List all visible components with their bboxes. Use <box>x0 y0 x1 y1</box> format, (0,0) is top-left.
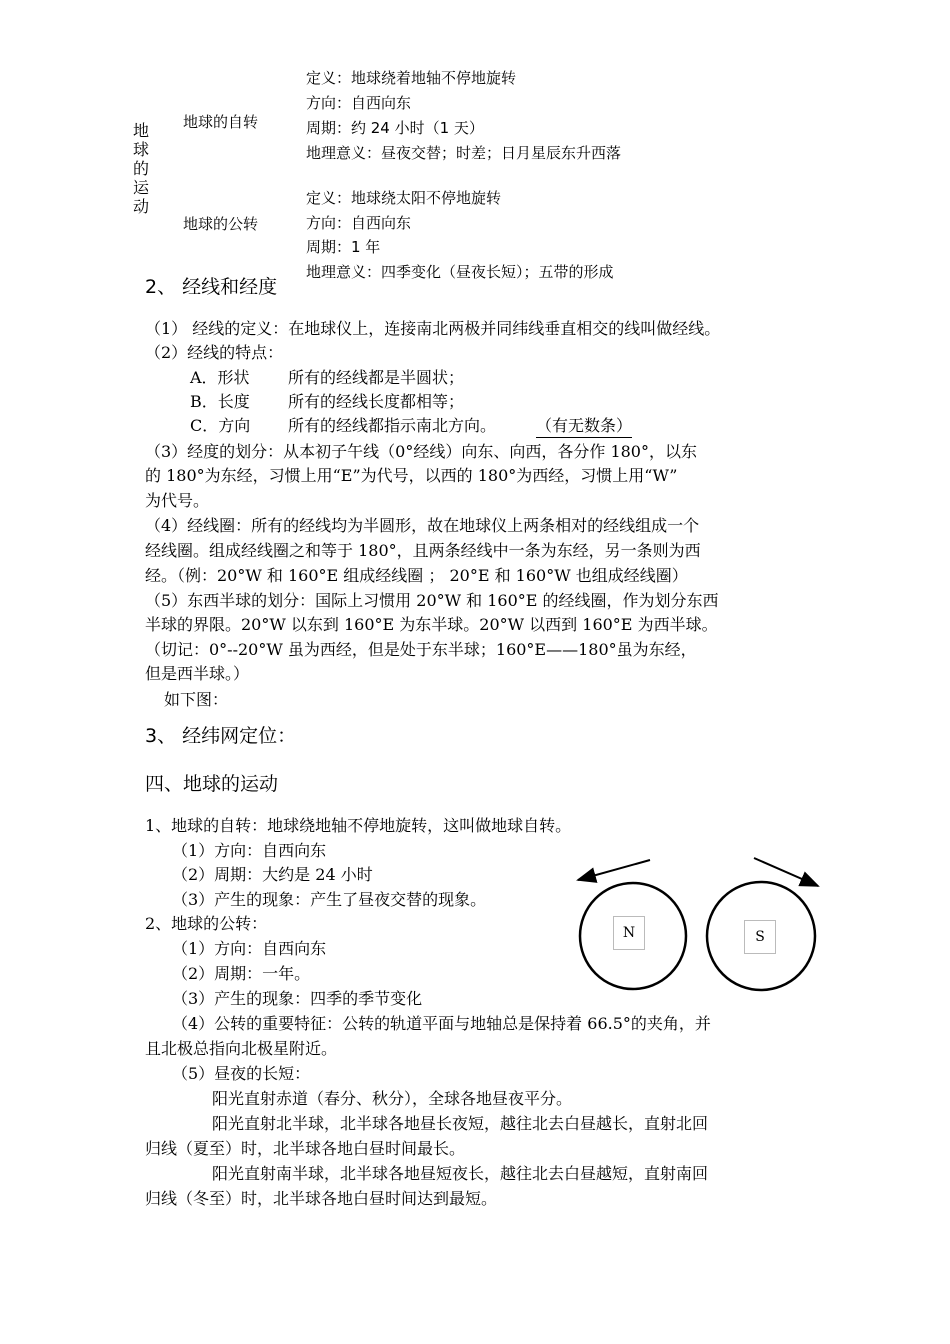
s4-line-2: （1）方向：自西向东 <box>172 841 327 860</box>
section2-p6: 如下图： <box>164 690 229 709</box>
section2-p4-line-2: 经线圈。组成经线圈之和等于 180°，且两条经线中一条为东经，另一条则为西 <box>145 541 701 560</box>
s4-line-7: （2）周期：一年。 <box>172 964 311 983</box>
rotation-line-1: 定义：地球绕着地轴不停地旋转 <box>306 69 517 87</box>
rotation-line-2: 方向：自西向东 <box>306 94 412 112</box>
section2-p5-line-1: （5）东西半球的划分：国际上习惯用 20°W 和 160°E 的经线圈，作为划分东西 <box>145 591 719 610</box>
section4-title: 四、地球的运动 <box>145 773 279 795</box>
feature-length-value: 所有的经线长度都相等； <box>288 392 465 411</box>
rotation-diagram-svg <box>560 850 850 1030</box>
s4-line-5: 2、地球的公转： <box>145 914 268 933</box>
rotation-line-3: 周期：约 24 小时（1 天） <box>306 119 484 137</box>
s4-line-11: （5）昼夜的长短： <box>172 1064 311 1083</box>
section2-p3-line-3: 为代号。 <box>145 491 210 510</box>
side-title: 地球的运动 <box>132 121 149 216</box>
s4-line-3: （2）周期：大约是 24 小时 <box>172 865 373 884</box>
section2-p4-line-3: 经。（例：20°W 和 160°E 组成经线圈 ； 20°E 和 160°W 也组成经线圈） <box>145 566 688 585</box>
s4-line-1: 1、地球的自转：地球绕地轴不停地旋转，这叫做地球自转。 <box>145 816 572 835</box>
s4-line-14: 归线（夏至）时，北半球各地白昼时间最长。 <box>145 1139 466 1158</box>
feature-length-key: B．长度 <box>190 392 250 411</box>
revolution-line-4: 地理意义：四季变化（昼夜长短）；五带的形成 <box>306 263 614 281</box>
section2-p5-line-2: 半球的界限。20°W 以东到 160°E 为东半球。20°W 以西到 160°E 为西半球。 <box>145 615 718 634</box>
feature-direction-key: C．方向 <box>190 416 251 435</box>
s4-line-16: 归线（冬至）时，北半球各地白昼时间达到最短。 <box>145 1189 498 1208</box>
s4-line-9: （4）公转的重要特征：公转的轨道平面与地轴总是保持着 66.5°的夹角，并 <box>172 1014 711 1033</box>
feature-direction-value: 所有的经线都指示南北方向。 <box>288 416 497 435</box>
rotation-line-4: 地理意义：昼夜交替；时差；日月星辰东升西落 <box>306 144 622 162</box>
section2-title: 2、 经线和经度 <box>145 276 278 298</box>
north-label: N <box>613 916 645 950</box>
south-label: S <box>744 920 776 954</box>
s4-line-6: （1）方向：自西向东 <box>172 939 327 958</box>
revolution-line-3: 周期：1 年 <box>306 238 381 256</box>
rotation-diagram <box>560 850 850 1030</box>
revolution-line-2: 方向：自西向东 <box>306 214 412 232</box>
s4-line-12: 阳光直射赤道（春分、秋分），全球各地昼夜平分。 <box>212 1089 573 1108</box>
feature-shape-key: A．形状 <box>190 368 250 387</box>
north-arrow <box>578 860 650 880</box>
s4-line-13: 阳光直射北半球，北半球各地昼长夜短，越往北去白昼越长，直射北回 <box>212 1114 709 1133</box>
section2-p3-line-1: （3）经度的划分：从本初子午线（0°经线）向东、向西，各分作 180°，以东 <box>145 442 697 461</box>
section2-p5-line-3: （切记：0°--20°W 虽为西经，但是处于东半球；160°E——180°虽为东经， <box>145 640 697 659</box>
section2-p1: （1） 经线的定义：在地球仪上，连接南北两极并同纬线垂直相交的线叫做经线。 <box>145 319 721 338</box>
section2-p4-line-1: （4）经线圈：所有的经线均为半圆形，故在地球仪上两条相对的经线组成一个 <box>145 516 700 535</box>
s4-line-15: 阳光直射南半球，北半球各地昼短夜长，越往北去白昼越短，直射南回 <box>212 1164 709 1183</box>
section2-p3-line-2: 的 180°为东经，习惯上用“E”为代号，以西的 180°为西经，习惯上用“W” <box>145 466 678 485</box>
section3-title: 3、 经纬网定位： <box>145 725 297 747</box>
s4-line-4: （3）产生的现象：产生了昼夜交替的现象。 <box>172 890 487 909</box>
section2-p5-line-4: 但是西半球。） <box>145 664 250 683</box>
s4-line-8: （3）产生的现象：四季的季节变化 <box>172 989 423 1008</box>
feature-shape-value: 所有的经线都是半圆状； <box>288 368 465 387</box>
rotation-label: 地球的自转 <box>183 113 259 131</box>
revolution-line-1: 定义：地球绕太阳不停地旋转 <box>306 189 502 207</box>
section2-p2: （2）经线的特点： <box>145 343 284 362</box>
feature-note: （有无数条） <box>536 413 632 438</box>
revolution-label: 地球的公转 <box>183 215 259 233</box>
s4-line-10: 且北极总指向北极星附近。 <box>145 1039 338 1058</box>
